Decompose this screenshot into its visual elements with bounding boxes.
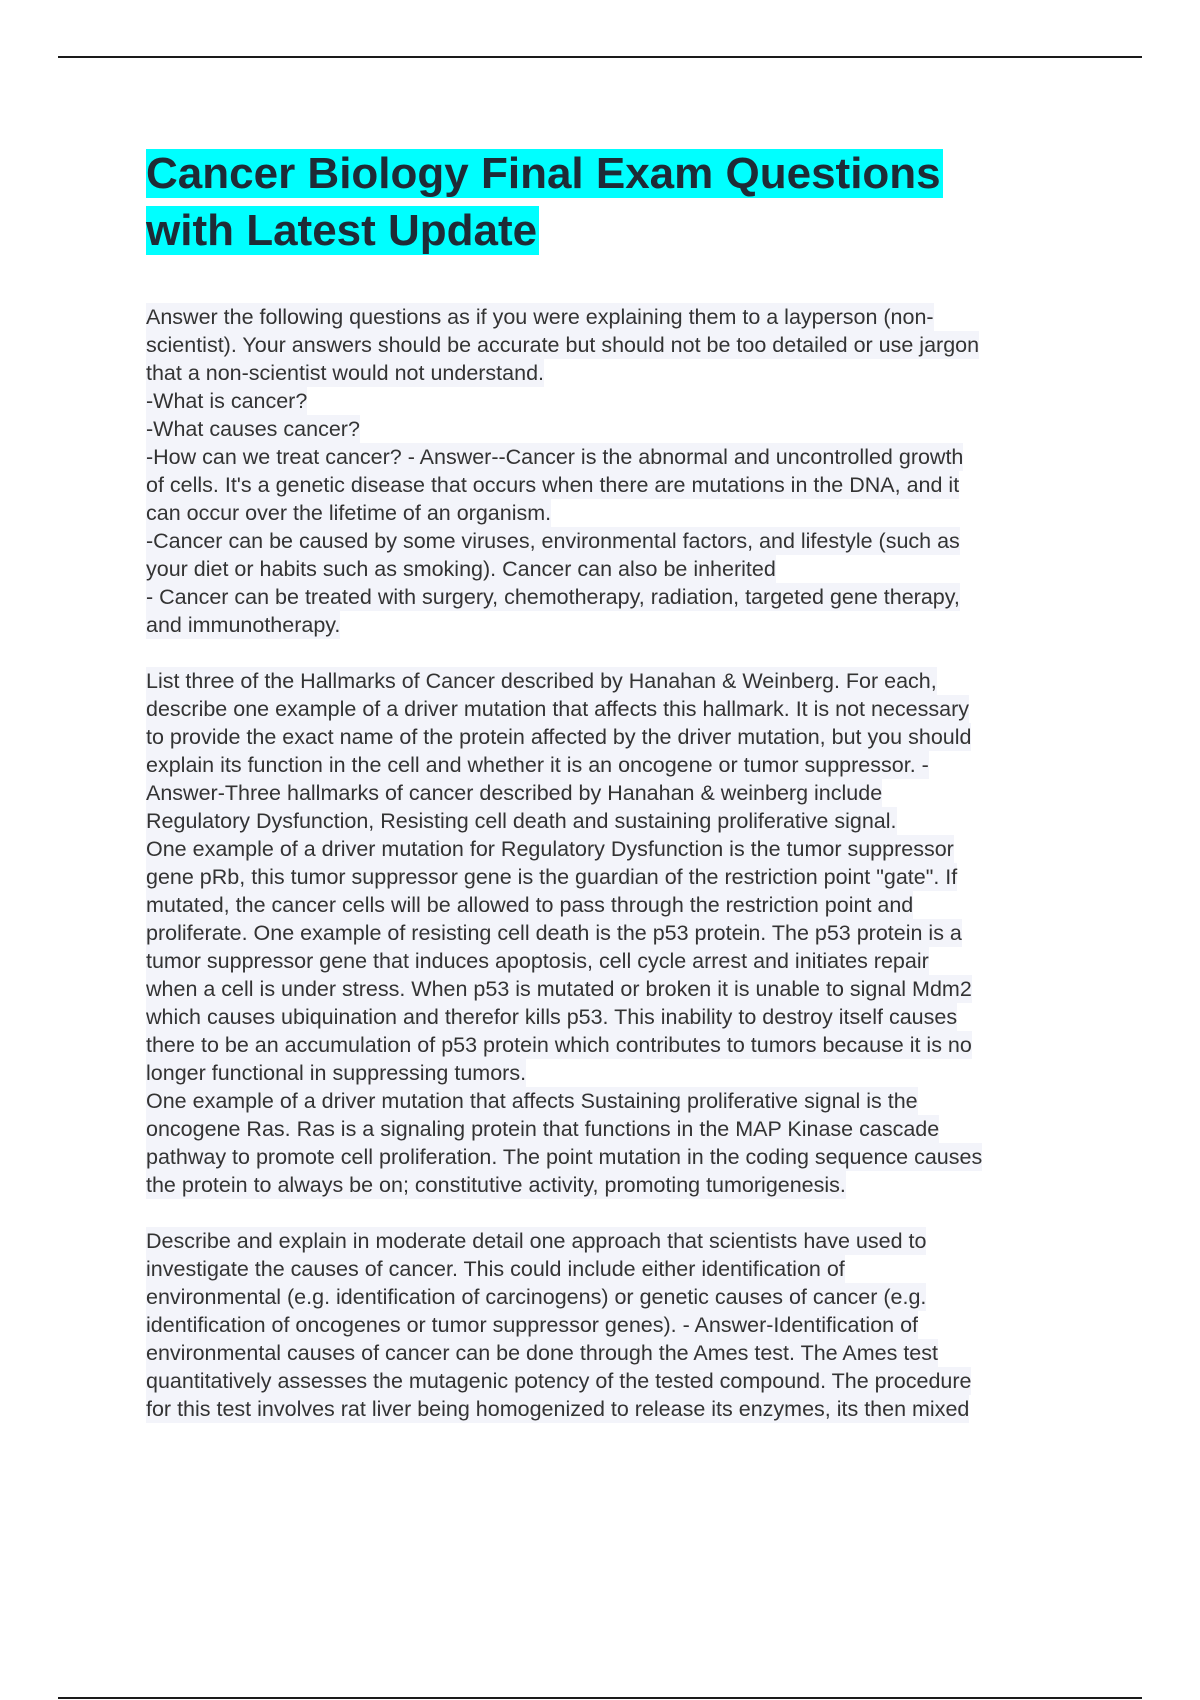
text-line: that a non-scientist would not understand.: [146, 361, 545, 385]
text-line: can occur over the lifetime of an organism.: [146, 501, 552, 525]
text-line: quantitatively assesses the mutagenic potency of the tested compound. The procedure: [146, 1369, 972, 1393]
text-line: -What causes cancer?: [146, 417, 360, 441]
text-line: for this test involves rat liver being homogenized to release its enzymes, its then mixed: [146, 1397, 970, 1421]
text-line: -How can we treat cancer? - Answer--Cancer is the abnormal and uncontrolled growth: [146, 445, 964, 469]
text-line: to provide the exact name of the protein affected by the driver mutation, but you should: [146, 725, 972, 749]
text-line: proliferate. One example of resisting cell death is the p53 protein. The p53 protein is a: [146, 921, 962, 945]
text-line: scientist). Your answers should be accurate but should not be too detailed or use jargon: [146, 333, 980, 357]
text-line: identification of oncogenes or tumor suppressor genes). - Answer-Identification of: [146, 1313, 919, 1337]
text-line: gene pRb, this tumor suppressor gene is the guardian of the restriction point "gate". If: [146, 865, 958, 889]
text-line: oncogene Ras. Ras is a signaling protein that functions in the MAP Kinase cascade: [146, 1117, 940, 1141]
question-block-1: [146, 303, 1096, 639]
text-line: -What is cancer?: [146, 389, 308, 413]
title-line-1: Cancer Biology Final Exam Questions: [146, 149, 941, 198]
text-line: mutated, the cancer cells will be allowed to pass through the restriction point and: [146, 893, 914, 917]
text-line: there to be an accumulation of p53 protein which contributes to tumors because it is no: [146, 1033, 972, 1057]
question-block-2: [146, 667, 1096, 1199]
text-line: Answer the following questions as if you were explaining them to a layperson (non-: [146, 305, 934, 329]
text-line: Regulatory Dysfunction, Resisting cell death and sustaining proliferative signal.: [146, 809, 897, 833]
text-line: Answer-Three hallmarks of cancer described by Hanahan & weinberg include: [146, 781, 883, 805]
top-rule: [58, 56, 1142, 58]
title-line-2: with Latest Update: [146, 206, 538, 255]
text-line: One example of a driver mutation that affects Sustaining proliferative signal is the: [146, 1089, 918, 1113]
text-line: of cells. It's a genetic disease that occurs when there are mutations in the DNA, and it: [146, 473, 960, 497]
text-line: the protein to always be on; constitutive activity, promoting tumorigenesis.: [146, 1173, 846, 1197]
text-line: when a cell is under stress. When p53 is mutated or broken it is unable to signal Mdm2: [146, 977, 972, 1001]
text-line: your diet or habits such as smoking). Cancer can also be inherited: [146, 557, 776, 581]
text-line: environmental (e.g. identification of carcinogens) or genetic causes of cancer (e.g.: [146, 1285, 927, 1309]
text-line: environmental causes of cancer can be done through the Ames test. The Ames test: [146, 1341, 938, 1365]
document-title: [146, 145, 1046, 259]
text-line: -Cancer can be caused by some viruses, environmental factors, and lifestyle (such as: [146, 529, 960, 553]
text-line: - Cancer can be treated with surgery, chemotherapy, radiation, targeted gene therapy,: [146, 585, 960, 609]
text-line: List three of the Hallmarks of Cancer described by Hanahan & Weinberg. For each,: [146, 669, 937, 693]
text-line: pathway to promote cell proliferation. The point mutation in the coding sequence causes: [146, 1145, 983, 1169]
text-line: which causes ubiquination and therefor kills p53. This inability to destroy itself causes: [146, 1005, 958, 1029]
text-line: describe one example of a driver mutation that affects this hallmark. It is not necessary: [146, 697, 969, 721]
text-line: investigate the causes of cancer. This could include either identification of: [146, 1257, 845, 1281]
bottom-rule: [58, 1697, 1142, 1699]
text-line: Describe and explain in moderate detail one approach that scientists have used to: [146, 1229, 927, 1253]
question-block-3: [146, 1227, 1096, 1423]
text-line: and immunotherapy.: [146, 613, 341, 637]
document-body: [146, 303, 1096, 1451]
text-line: One example of a driver mutation for Regulatory Dysfunction is the tumor suppressor: [146, 837, 954, 861]
text-line: tumor suppressor gene that induces apoptosis, cell cycle arrest and initiates repair: [146, 949, 929, 973]
text-line: longer functional in suppressing tumors.: [146, 1061, 527, 1085]
text-line: explain its function in the cell and whether it is an oncogene or tumor suppressor. -: [146, 753, 929, 777]
